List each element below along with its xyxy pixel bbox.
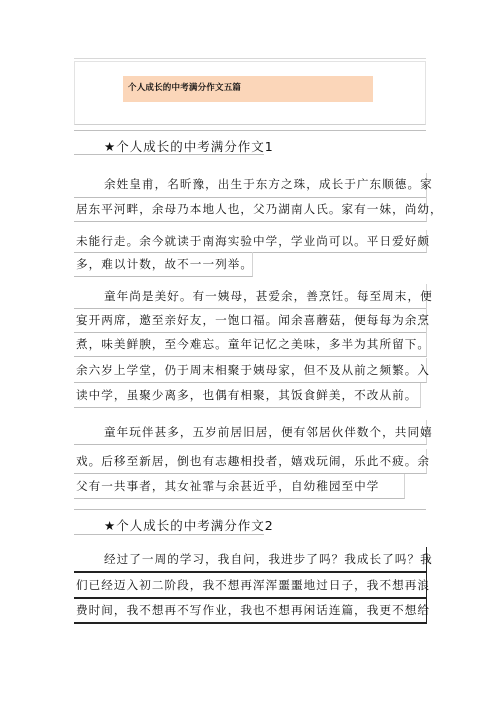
text-line: 煮，味美鲜腴，至今难忘。童年记忆之美味，多半为其所留下。 <box>76 337 431 351</box>
text-line: 经过了一周的学习，我自问，我进步了吗？我成长了吗？我 <box>104 552 433 566</box>
section-heading-2: ★个人成长的中考满分作文2 <box>104 518 274 533</box>
text-line: 戏。后移至新居，倒也有志趣相投者，嬉戏玩闹，乐此不疲。余 <box>76 454 431 468</box>
text-line: 费时间，我不想再不写作业，我也不想再闲话连篇，我更不想给 <box>76 603 431 617</box>
heading-rule-1 <box>74 130 426 131</box>
text-line: 居东平河畔，余母乃本地人也，父乃湖南人氏。家有一妹，尚幼， <box>76 202 443 216</box>
heading-rule-2 <box>74 509 426 510</box>
text-line: 未能行走。余今就读于南海实验中学，学业尚可以。平日爱好颇 <box>76 234 431 248</box>
text-line: 童年尚是美好。有一姨母，甚爱余，善烹饪。每至周末，便 <box>104 289 433 303</box>
text-line: 余姓皇甫，名昕豫，出生于东方之珠，成长于广东顺德。家 <box>104 177 433 191</box>
section-heading-1: ★个人成长的中考满分作文1 <box>104 139 274 154</box>
heading-underline-2 <box>74 534 264 535</box>
text-line: 多，难以计数，故不一一列举。 <box>76 257 254 271</box>
heading-underline-1 <box>74 154 264 155</box>
top-divider <box>74 58 426 59</box>
text-line: 父有一共事者，其女祉霏与余甚近乎，自幼稚园至中学 <box>76 479 380 493</box>
text-line: 童年玩伴甚多，五岁前居旧居，便有邻居伙伴数个，共同嬉 <box>104 425 433 439</box>
text-line: 余六岁上学堂，仍于周末相聚于姨母家，但不及从前之频繁。入 <box>76 363 431 377</box>
text-line: 宴开两席，邀至亲好友，一饱口福。闻余喜蘑菇，便每每为余烹 <box>76 313 431 327</box>
text-line: 们已经迈入初二阶段，我不想再浑浑噩噩地过日子，我不想再浪 <box>76 578 431 592</box>
text-line: 读中学，虽聚少离多，也偶有相聚，其饭食鲜美，不改从前。 <box>76 388 418 402</box>
document-title: 个人成长的中考满分作文五篇 <box>128 83 242 93</box>
